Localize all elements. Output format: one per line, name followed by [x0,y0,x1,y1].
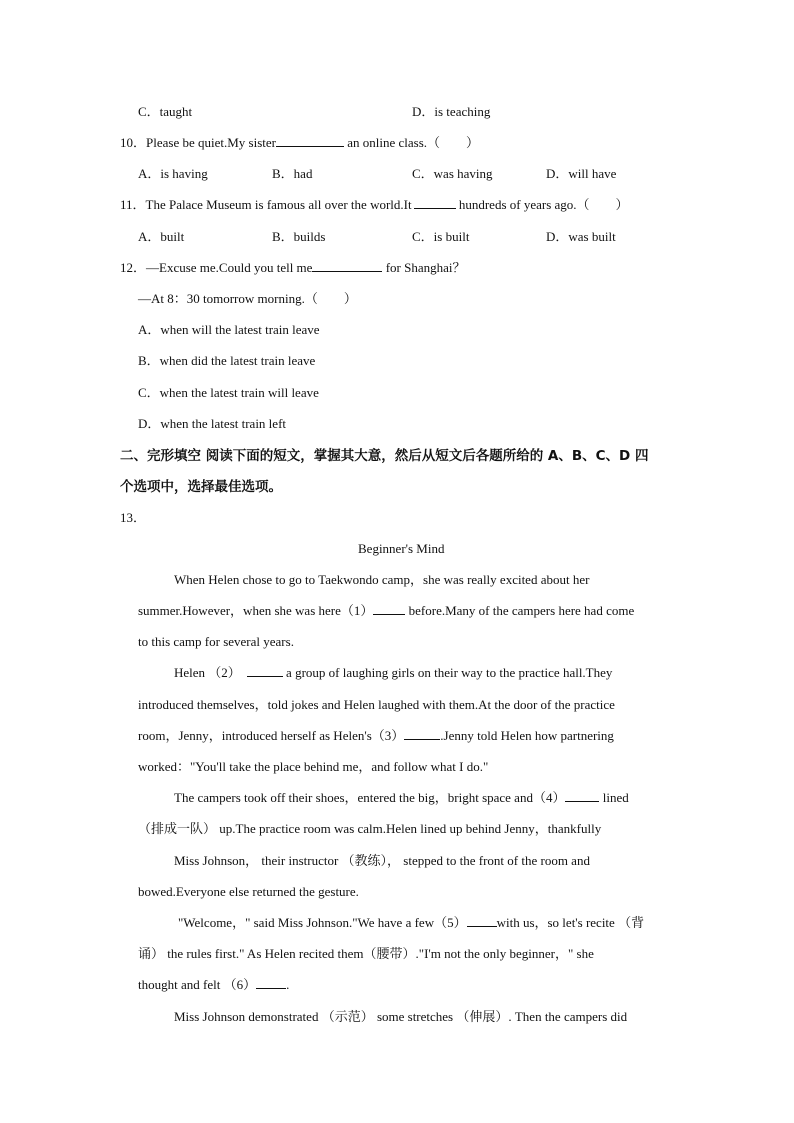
q12-option-b: B．when did the latest train leave [138,353,316,368]
q11-stem-post: hundreds of years ago.（ ） [455,197,629,212]
p6-line-1: Miss Johnson demonstrated （示范） some stretches （伸展）. Then the campers did [174,1009,628,1024]
p2-line-1-pre: Helen （2） [174,665,241,680]
q10-stem-post: an online class.（ ） [343,135,480,150]
q10-blank [276,134,344,147]
q11-option-d: D．was built [546,229,616,244]
q12-option-d: D．when the latest train left [138,416,287,431]
p1-line-3: to this camp for several years. [138,634,294,649]
p2-line-3-post: .Jenny told Helen how partnering [440,728,614,743]
p4-line-1: Miss Johnson， their instructor （教练）， stepped to the front of the room and [174,853,590,868]
p2-line-2: introduced themselves，told jokes and Helen laughed with them.At the door of the practice [138,697,615,712]
p5-line-1-pre: "Welcome，" said Miss Johnson."We have a few（5） [178,915,467,930]
blank-3 [404,727,440,740]
q11-stem-pre: 11．The Palace Museum is famous all over the world.It [120,197,412,212]
p1-line-2-post: before.Many of the campers here had come [405,603,635,618]
q12-blank [312,259,382,272]
q11-stem [120,196,629,214]
q12-stem-pre: 12．—Excuse me.Could you tell me [120,260,313,275]
q11-option-b: B．builds [272,229,326,244]
section-heading-line-1: 二、完形填空 阅读下面的短文，掌握其大意，然后从短文后各题所给的 A、B、C、D 四 [120,448,649,464]
q10-option-a: A．is having [138,166,208,181]
p5-line-1-post: with us，so let's recite （背 [496,915,645,930]
q12-option-c: C．when the latest train will leave [138,385,319,400]
q9-option-c: C．taught [138,104,193,119]
p3-line-1-pre: The campers took off their shoes，entered the big，bright space and（4） [174,790,566,805]
q12-answer-line: —At 8：30 tomorrow morning.（ ） [138,291,357,306]
q9-option-d: D．is teaching [412,104,491,119]
q10-option-b: B．had [272,166,313,181]
p3-line-1-post: lined [599,790,629,805]
blank-5 [467,914,497,927]
passage-title: Beginner's Mind [358,541,445,556]
p5-line-3-pre: thought and felt （6） [138,977,257,992]
q12-stem-post: for Shanghai？ [382,260,466,275]
blank-6 [256,976,286,989]
section-heading-line-2: 个选项中，选择最佳选项。 [120,479,282,495]
q11-option-c: C．is built [412,229,470,244]
q10-option-c: C．was having [412,166,493,181]
blank-1 [373,602,405,615]
p3-line-2: （排成一队） up.The practice room was calm.Helen lined up behind Jenny，thankfully [138,821,602,836]
p4-line-2: bowed.Everyone else returned the gesture. [138,884,359,899]
p5-line-1 [178,914,644,932]
p5-line-3-post: . [286,977,290,992]
p1-line-2 [138,602,634,620]
q10-stem-pre: 10．Please be quiet.My sister [120,135,276,150]
p2-line-1 [174,664,612,682]
q13-number: 13． [120,510,147,525]
q11-blank [414,196,456,209]
p5-line-2: 诵） the rules first." As Helen recited them（腰带）."I'm not the only beginner，" she [138,946,594,961]
p5-line-3 [138,976,289,994]
p3-line-1 [174,789,629,807]
q10-option-d: D．will have [546,166,617,181]
p1-line-1: When Helen chose to go to Taekwondo camp，she was really excited about her [174,572,590,587]
p2-line-3 [138,727,614,745]
q11-option-a: A．built [138,229,185,244]
p1-line-2-pre: summer.However，when she was here（1） [138,603,374,618]
q12-stem [120,259,466,277]
p2-line-3-pre: room，Jenny，introduced herself as Helen's（3） [138,728,405,743]
blank-2 [247,664,283,677]
blank-4 [565,789,599,802]
p2-line-1-post: a group of laughing girls on their way to the practice hall.They [282,665,613,680]
p2-line-4: worked："You'll take the place behind me，and follow what I do." [138,759,489,774]
q12-option-a: A．when will the latest train leave [138,322,320,337]
q10-stem [120,134,479,152]
